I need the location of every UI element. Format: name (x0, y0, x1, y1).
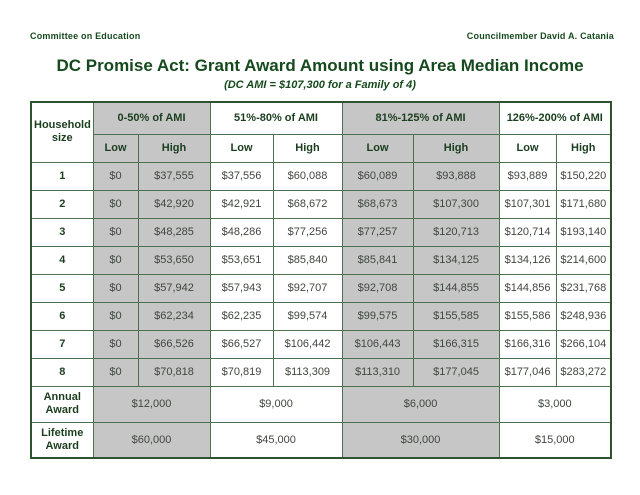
value-cell: $231,768 (556, 274, 611, 302)
committee-label: Committee on Education (30, 31, 141, 41)
high-header: High (138, 134, 210, 162)
value-cell: $248,936 (556, 302, 611, 330)
value-cell: $60,088 (273, 162, 342, 190)
household-size-header: Household size (31, 102, 93, 162)
lifetime-award-value: $45,000 (210, 422, 342, 458)
annual-award-value: $12,000 (93, 386, 210, 422)
table-row (31, 162, 611, 190)
value-cell: $92,708 (342, 274, 413, 302)
ami-grant-table (30, 101, 612, 459)
value-cell: $68,673 (342, 190, 413, 218)
lifetime-award-row (31, 422, 611, 458)
value-cell: $0 (93, 302, 138, 330)
value-cell: $99,575 (342, 302, 413, 330)
value-cell: $66,526 (138, 330, 210, 358)
table-row (31, 274, 611, 302)
table-row (31, 246, 611, 274)
value-cell: $266,104 (556, 330, 611, 358)
table-row (31, 330, 611, 358)
value-cell: $62,234 (138, 302, 210, 330)
document-header (30, 31, 614, 41)
value-cell: $60,089 (342, 162, 413, 190)
value-cell: $66,527 (210, 330, 273, 358)
value-cell: $85,840 (273, 246, 342, 274)
household-size-value: 2 (31, 190, 93, 218)
value-cell: $106,442 (273, 330, 342, 358)
value-cell: $107,300 (413, 190, 499, 218)
value-cell: $0 (93, 190, 138, 218)
lifetime-award-value: $60,000 (93, 422, 210, 458)
annual-award-label: Annual Award (31, 386, 93, 422)
value-cell: $171,680 (556, 190, 611, 218)
group-header-0-50: 0-50% of AMI (93, 102, 210, 134)
lifetime-award-value: $15,000 (499, 422, 611, 458)
household-size-value: 7 (31, 330, 93, 358)
low-header: Low (342, 134, 413, 162)
value-cell: $42,921 (210, 190, 273, 218)
group-header-126-200: 126%-200% of AMI (499, 102, 611, 134)
value-cell: $0 (93, 162, 138, 190)
value-cell: $92,707 (273, 274, 342, 302)
high-header: High (273, 134, 342, 162)
value-cell: $93,888 (413, 162, 499, 190)
low-header: Low (93, 134, 138, 162)
value-cell: $77,256 (273, 218, 342, 246)
household-size-value: 6 (31, 302, 93, 330)
value-cell: $37,555 (138, 162, 210, 190)
page-subtitle: (DC AMI = $107,300 for a Family of 4) (224, 79, 416, 91)
value-cell: $150,220 (556, 162, 611, 190)
value-cell: $62,235 (210, 302, 273, 330)
councilmember-label: Councilmember David A. Catania (466, 31, 614, 41)
value-cell: $166,315 (413, 330, 499, 358)
value-cell: $134,125 (413, 246, 499, 274)
value-cell: $144,855 (413, 274, 499, 302)
group-header-51-80: 51%-80% of AMI (210, 102, 342, 134)
annual-award-row (31, 386, 611, 422)
value-cell: $214,600 (556, 246, 611, 274)
household-size-value: 5 (31, 274, 93, 302)
value-cell: $193,140 (556, 218, 611, 246)
lifetime-award-label: Lifetime Award (31, 422, 93, 458)
value-cell: $155,586 (499, 302, 556, 330)
value-cell: $120,713 (413, 218, 499, 246)
value-cell: $53,650 (138, 246, 210, 274)
household-size-value: 3 (31, 218, 93, 246)
value-cell: $113,310 (342, 358, 413, 386)
value-cell: $177,045 (413, 358, 499, 386)
value-cell: $155,585 (413, 302, 499, 330)
value-cell: $48,285 (138, 218, 210, 246)
household-size-value: 4 (31, 246, 93, 274)
value-cell: $0 (93, 358, 138, 386)
value-cell: $0 (93, 274, 138, 302)
annual-award-value: $6,000 (342, 386, 499, 422)
value-cell: $48,286 (210, 218, 273, 246)
value-cell: $85,841 (342, 246, 413, 274)
value-cell: $113,309 (273, 358, 342, 386)
value-cell: $99,574 (273, 302, 342, 330)
value-cell: $107,301 (499, 190, 556, 218)
value-cell: $106,443 (342, 330, 413, 358)
value-cell: $77,257 (342, 218, 413, 246)
table-row (31, 302, 611, 330)
household-size-value: 1 (31, 162, 93, 190)
lifetime-award-value: $30,000 (342, 422, 499, 458)
high-header: High (556, 134, 611, 162)
low-header: Low (210, 134, 273, 162)
value-cell: $57,943 (210, 274, 273, 302)
value-cell: $144,856 (499, 274, 556, 302)
value-cell: $166,316 (499, 330, 556, 358)
table-row (31, 358, 611, 386)
value-cell: $42,920 (138, 190, 210, 218)
household-size-value: 8 (31, 358, 93, 386)
table-row (31, 218, 611, 246)
page-title: DC Promise Act: Grant Award Amount using Area Median Income (56, 56, 584, 75)
value-cell: $120,714 (499, 218, 556, 246)
value-cell: $68,672 (273, 190, 342, 218)
low-header: Low (499, 134, 556, 162)
value-cell: $0 (93, 330, 138, 358)
value-cell: $0 (93, 246, 138, 274)
value-cell: $0 (93, 218, 138, 246)
value-cell: $93,889 (499, 162, 556, 190)
annual-award-value: $3,000 (499, 386, 611, 422)
value-cell: $283,272 (556, 358, 611, 386)
value-cell: $70,818 (138, 358, 210, 386)
value-cell: $37,556 (210, 162, 273, 190)
value-cell: $134,126 (499, 246, 556, 274)
value-cell: $70,819 (210, 358, 273, 386)
group-header-81-125: 81%-125% of AMI (342, 102, 499, 134)
value-cell: $177,046 (499, 358, 556, 386)
annual-award-value: $9,000 (210, 386, 342, 422)
high-header: High (413, 134, 499, 162)
value-cell: $53,651 (210, 246, 273, 274)
value-cell: $57,942 (138, 274, 210, 302)
table-row (31, 190, 611, 218)
